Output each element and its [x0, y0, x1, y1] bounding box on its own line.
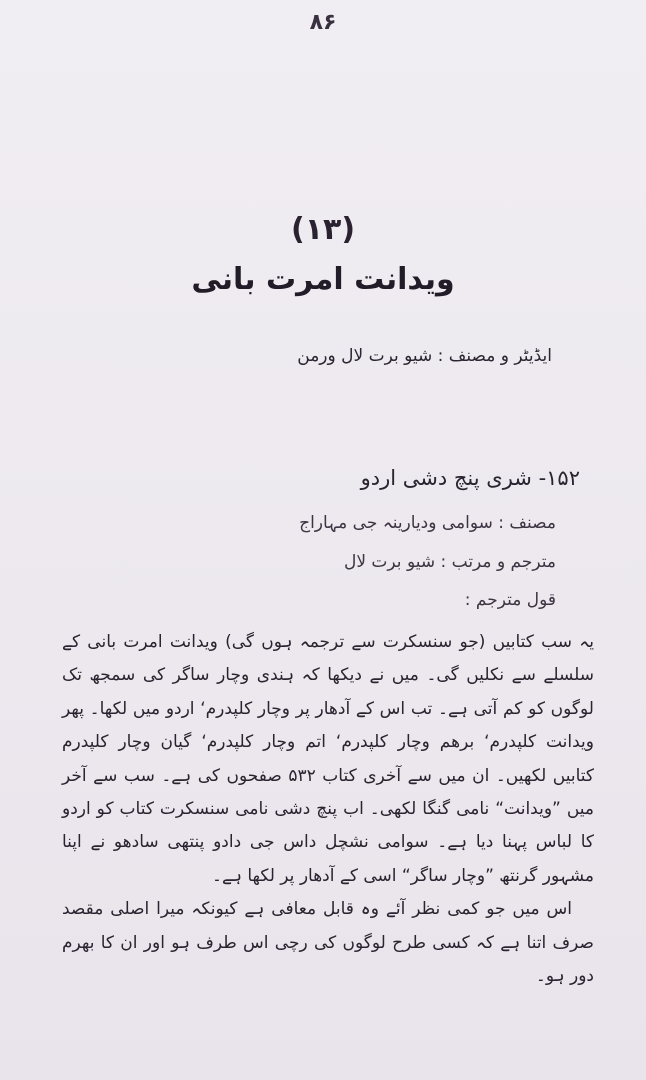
editor-author-line: ایڈیٹر و مصنف : شیو برت لال ورمن [297, 346, 552, 366]
entry-heading [60, 466, 580, 490]
entry-author: مصنف : سوامی ودیارینہ جی مہاراج [299, 513, 556, 533]
page-number: ۸۶ [309, 10, 337, 35]
entry-number: ۱۵۲- [538, 466, 580, 490]
entry-title: شری پنچ دشی اردو [360, 466, 532, 490]
chapter-number: (۱۳) [290, 212, 356, 247]
translator-note-label: قول مترجم : [464, 590, 556, 610]
entry-translator: مترجم و مرتب : شیو برت لال [343, 552, 556, 572]
body-text [62, 626, 594, 993]
chapter-title: ویدانت امرت بانی [191, 262, 455, 297]
paragraph: یہ سب کتابیں (جو سنسکرت سے ترجمہ ہوں گی) ویدانت امرت بانی کے سلسلے سے نکلیں گی۔ میں نے دیکھا کہ ہندی وچار ساگر کی سمجھ تک لوگوں کو کم آتی ہے۔ تب اس کے آدھار پر وچار کلپدرم‘ اردو میں لکھا۔ پھر ویدانت کلپدرم‘ برھم وچار کلپدرم‘ اتم وچار کلپدرم‘ گیان وچار کلپدرم کتابیں لکھیں۔ ان میں سے آخری کتاب ۵۳۲ صفحوں کی ہے۔ سب سے آخر میں ”ویدانت“ نامی گنگا لکھی۔ اب پنچ دشی نامی سنسکرت کتاب کو اردو کا لباس پہنا دیا ہے۔ سوامی نشچل داس جی دادو پنتھی سادھو نے اپنا مشہور گرنتھ ”وچار ساگر“ اسی کے آدھار پر لکھا ہے۔ [62, 632, 594, 886]
paragraph: اس میں جو کمی نظر آئے وہ قابل معافی ہے کیونکہ میرا اصلی مقصد صرف اتنا ہے کہ کسی طرح لوگوں کی رچی اس طرف ہو اور ان کا بھرم دور ہو۔ [62, 899, 594, 987]
